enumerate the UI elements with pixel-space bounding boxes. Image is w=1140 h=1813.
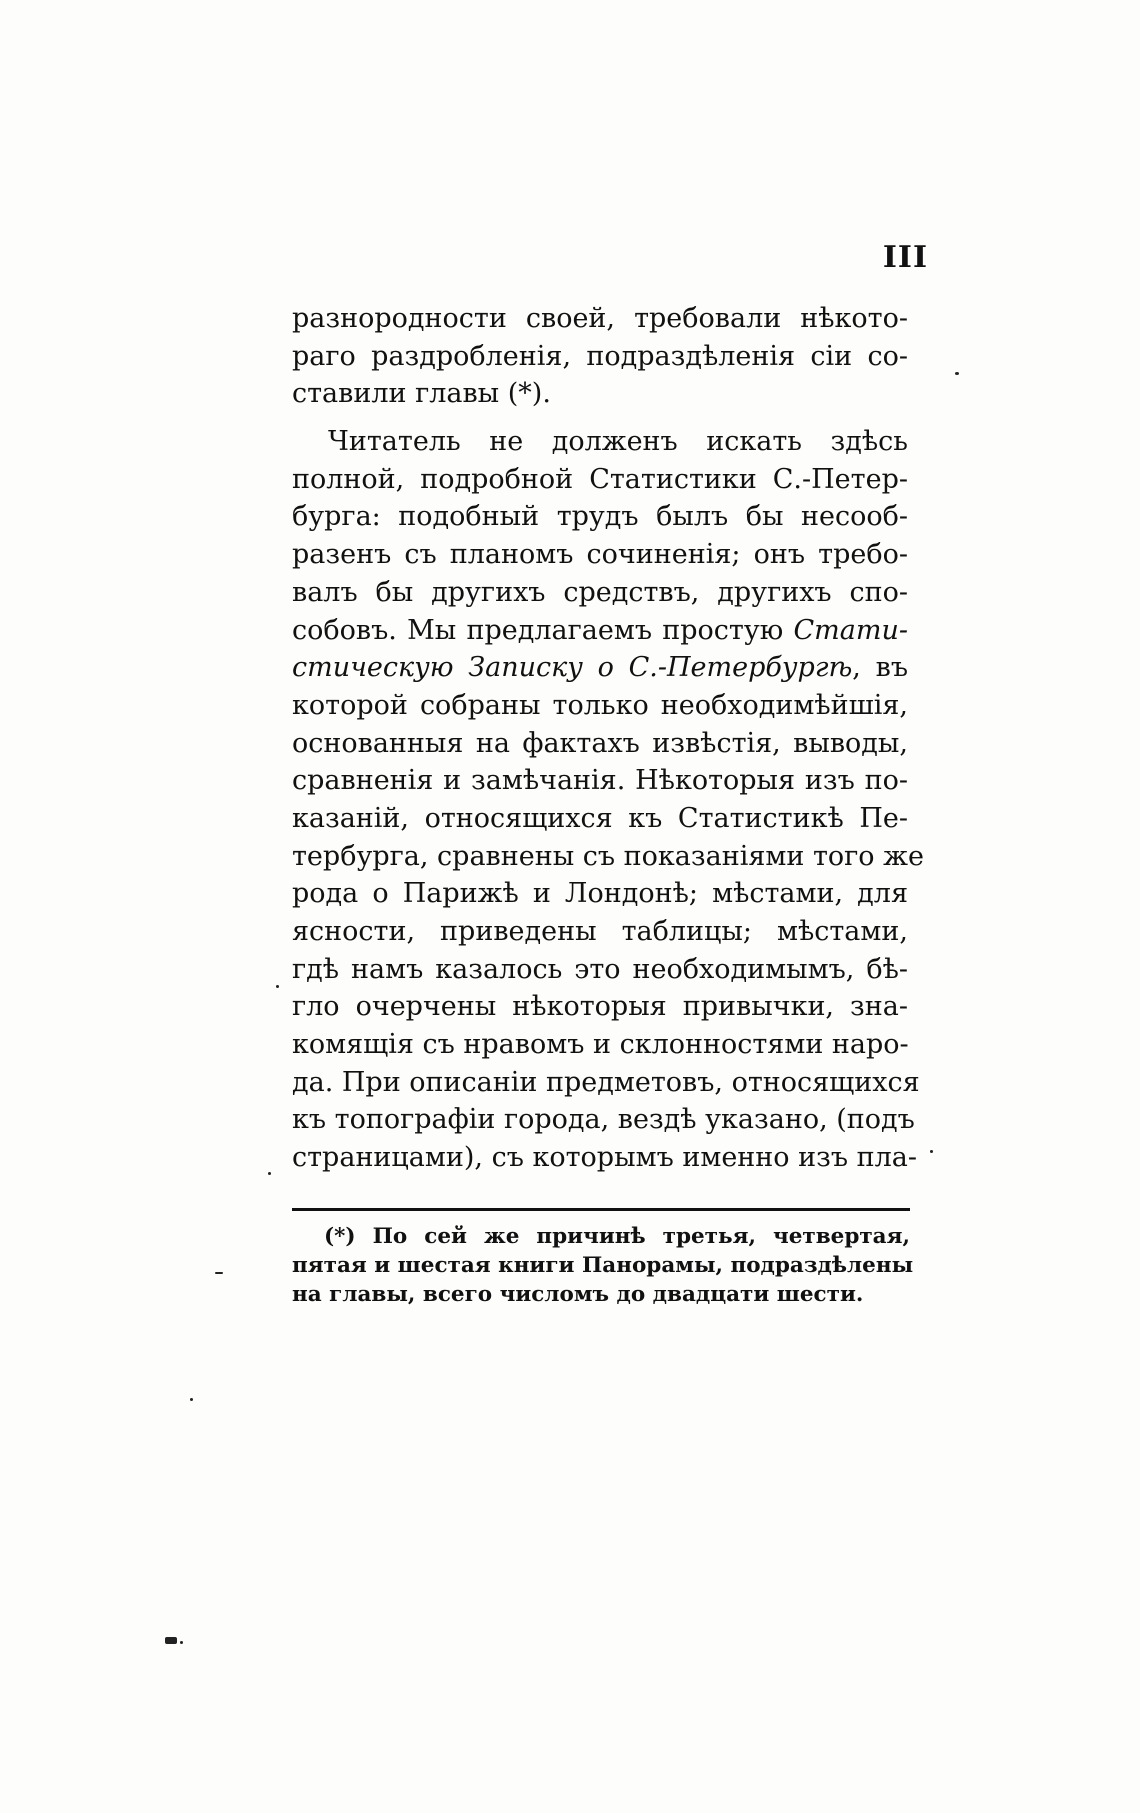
scan-speck (930, 1150, 933, 1153)
scan-speck (180, 1641, 183, 1644)
text-line: ставили главы (*). (292, 378, 551, 410)
text-line: бурга: подобный трудъ былъ бы несооб- (292, 501, 908, 533)
text-line: рода о Парижѣ и Лондонѣ; мѣстами, для (292, 878, 908, 910)
text-line: гдѣ намъ казалось это необходимымъ, бѣ- (292, 953, 908, 985)
text-line: комящія съ нравомъ и склонностями наро- (292, 1029, 909, 1061)
text-line: гло очерчены нѣкоторыя привычки, зна- (292, 991, 908, 1023)
text-line: валъ бы другихъ средствъ, другихъ спо- (292, 576, 908, 608)
text-line: страницами), съ которымъ именно изъ пла- (292, 1142, 917, 1174)
footnote (292, 1222, 914, 1309)
text-line: Читатель не долженъ искать здѣсь (328, 426, 908, 458)
text-line: которой собраны только необходимѣйшія, (292, 689, 908, 721)
text-line: казаній, относящихся къ Статистикѣ Пе- (292, 802, 908, 834)
text-line: стическую Записку о С.-Петербургѣ, въ (292, 652, 908, 684)
page-number: III (882, 240, 928, 275)
text-line: собовъ. Мы предлагаемъ простую Стати- (292, 614, 908, 646)
text-line: ясности, приведены таблицы; мѣстами, (292, 916, 908, 947)
scan-speck (955, 372, 959, 375)
scan-speck (165, 1637, 177, 1644)
scan-speck (190, 1398, 193, 1401)
scan-speck (268, 1172, 271, 1175)
footnote-rule (292, 1208, 910, 1211)
italic-phrase: стическую Записку о С.-Петербургѣ (292, 652, 853, 684)
text-line: основанныя на фактахъ извѣстія, выводы, (292, 727, 908, 759)
scan-speck (276, 985, 279, 988)
footnote-line: на главы, всего числомъ до двадцати шести. (292, 1282, 864, 1307)
text-line: разенъ съ планомъ сочиненія; онъ требо- (292, 539, 908, 571)
text-line: полной, подробной Статистики С.-Петер- (292, 463, 908, 495)
text-line: къ топографіи города, вездѣ указано, (подъ (292, 1104, 915, 1136)
scan-speck (215, 1272, 223, 1274)
footnote-line: пятая и шестая книги Панорамы, подраздѣлены (292, 1253, 914, 1278)
italic-phrase: Стати- (793, 614, 908, 646)
body-text (292, 300, 924, 1177)
text-line: раго раздробленія, подраздѣленія сіи со- (292, 340, 908, 372)
text-line: да. При описаніи предметовъ, относящихся (292, 1066, 920, 1098)
text-line: разнородности своей, требовали нѣкото- (292, 303, 908, 334)
text-line: сравненія и замѣчанія. Нѣкоторыя изъ по- (292, 765, 908, 797)
text-line: тербурга, сравнены съ показаніями того же (292, 840, 924, 872)
footnote-line: (*) По сей же причинѣ третья, четвертая, (324, 1224, 910, 1249)
